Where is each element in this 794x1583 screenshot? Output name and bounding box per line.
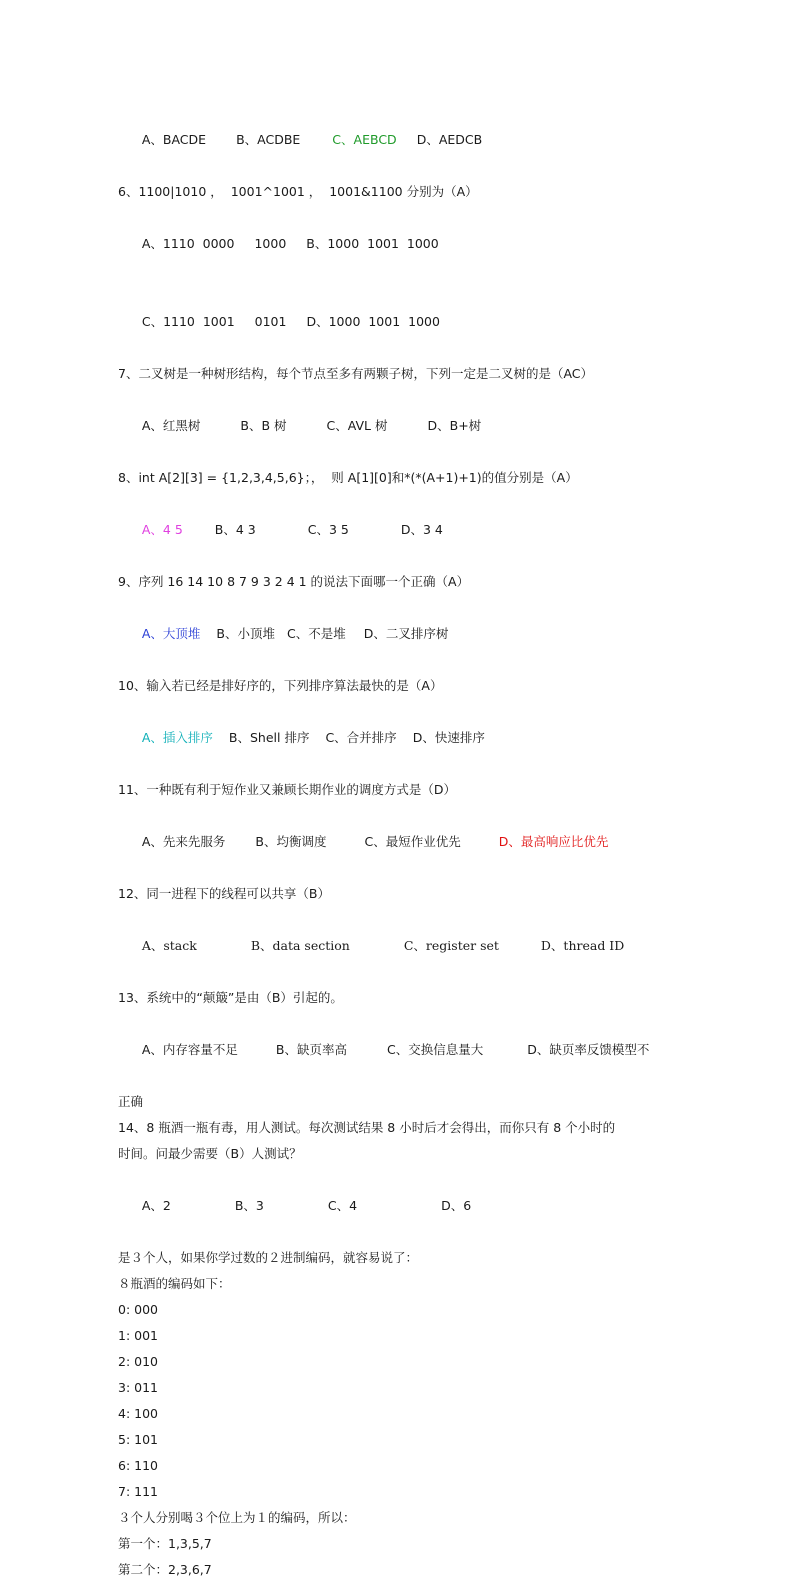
question-7: 7、二叉树是一种树形结构，每个节点至多有两颗子树，下列一定是二叉树的是（AC） bbox=[118, 366, 594, 381]
option-c: C、register set bbox=[403, 938, 499, 953]
option-b: B、ACDBE bbox=[236, 132, 301, 147]
code-line: 2: 010 bbox=[118, 1354, 158, 1369]
person-1-line: 第一个：1,3,5,7 bbox=[118, 1536, 212, 1551]
code-line: 7: 111 bbox=[118, 1484, 158, 1499]
code-line: 3: 011 bbox=[118, 1380, 158, 1395]
q9-options bbox=[118, 595, 688, 673]
q13-options bbox=[118, 1011, 688, 1089]
option-a-part2: 1000 bbox=[254, 236, 287, 251]
q6-options-cd bbox=[118, 283, 688, 361]
question-8: 8、int A[2][3] = {1,2,3,4,5,6}；， 则 A[1][0]和*(*(A+1)+1)的值分别是（A） bbox=[118, 470, 578, 485]
question-11: 11、一种既有利于短作业又兼顾长期作业的调度方式是（D） bbox=[118, 782, 457, 797]
option-c: C、合并排序 bbox=[325, 730, 397, 745]
q12-options bbox=[118, 907, 688, 985]
option-d: D、6 bbox=[441, 1198, 472, 1213]
option-c-correct: C、AEBCD bbox=[332, 132, 397, 147]
answer-explanation-2: ８瓶酒的编码如下： bbox=[118, 1276, 231, 1291]
q10-options bbox=[118, 699, 688, 777]
answer-explanation-1: 是３个人，如果你学过数的２进制编码，就容易说了： bbox=[118, 1250, 419, 1265]
document-content bbox=[118, 101, 688, 1583]
option-b: B、data section bbox=[250, 938, 350, 953]
option-b: B、3 bbox=[234, 1198, 264, 1213]
option-c: C、交换信息量大 bbox=[386, 1042, 484, 1057]
option-b: B、均衡调度 bbox=[255, 834, 327, 849]
person-2-line: 第二个：2,3,6,7 bbox=[118, 1562, 212, 1577]
question-14-continued: 时间。问最少需要（B）人测试？ bbox=[118, 1146, 302, 1161]
q6-options-ab bbox=[118, 205, 688, 283]
option-b: B、小顶堆 bbox=[216, 626, 275, 641]
option-c: C、AVL 树 bbox=[326, 418, 388, 433]
option-b: B、B 树 bbox=[240, 418, 287, 433]
option-c: C、4 bbox=[327, 1198, 358, 1213]
code-line: 0: 000 bbox=[118, 1302, 158, 1317]
option-b: B、4 3 bbox=[214, 522, 256, 537]
option-d: D、3 4 bbox=[400, 522, 443, 537]
code-line: 6: 110 bbox=[118, 1458, 158, 1473]
q7-options bbox=[118, 387, 688, 465]
option-d: D、缺页率反馈模型不 bbox=[527, 1042, 650, 1057]
question-12: 12、同一进程下的线程可以共享（B） bbox=[118, 886, 330, 901]
option-a: A、先来先服务 bbox=[141, 834, 226, 849]
option-a: A、内存容量不足 bbox=[141, 1042, 238, 1057]
option-a-correct: A、插入排序 bbox=[141, 730, 213, 745]
q14-options bbox=[118, 1167, 688, 1245]
option-a-correct: A、大顶堆 bbox=[141, 626, 201, 641]
option-b: B、Shell 排序 bbox=[228, 730, 310, 745]
option-a: A、BACDE bbox=[141, 132, 207, 147]
option-a-correct: A、4 5 bbox=[141, 522, 183, 537]
option-d: D、B+树 bbox=[427, 418, 482, 433]
q11-options bbox=[118, 803, 688, 881]
question-14: 14、8 瓶酒一瓶有毒，用人测试。每次测试结果 8 小时后才会得出，而你只有 8 个小时的 bbox=[118, 1120, 616, 1135]
code-line: 4: 100 bbox=[118, 1406, 158, 1421]
option-d-correct: D、最高响应比优先 bbox=[498, 834, 609, 849]
answer-explanation-3: ３个人分别喝３个位上为１的编码，所以： bbox=[118, 1510, 356, 1525]
option-c: C、3 5 bbox=[307, 522, 349, 537]
question-9: 9、序列 16 14 10 8 7 9 3 2 4 1 的说法下面哪一个正确（A） bbox=[118, 574, 470, 589]
option-b: B、1000 1001 1000 bbox=[306, 236, 439, 251]
option-a: A、2 bbox=[141, 1198, 171, 1213]
option-c: C、1110 1001 bbox=[141, 314, 235, 329]
option-c-part2: 0101 bbox=[254, 314, 287, 329]
option-c: C、不是堆 bbox=[286, 626, 346, 641]
question-6: 6、1100|1010 ， 1001^1001 ， 1001&1100 分别为（A） bbox=[118, 184, 478, 199]
code-line: 1: 001 bbox=[118, 1328, 158, 1343]
q8-options bbox=[118, 491, 688, 569]
option-d: D、AEDCB bbox=[416, 132, 483, 147]
option-d: D、快速排序 bbox=[412, 730, 485, 745]
option-d: D、二叉排序树 bbox=[363, 626, 449, 641]
option-d: D、thread ID bbox=[540, 938, 625, 953]
q5-options bbox=[118, 101, 688, 179]
question-13: 13、系统中的“颠簸”是由（B）引起的。 bbox=[118, 990, 343, 1005]
option-d: D、1000 1001 1000 bbox=[306, 314, 440, 329]
q13-options-continued: 正确 bbox=[118, 1094, 144, 1109]
code-line: 5: 101 bbox=[118, 1432, 158, 1447]
question-10: 10、输入若已经是排好序的，下列排序算法最快的是（A） bbox=[118, 678, 443, 693]
option-a: A、红黑树 bbox=[141, 418, 201, 433]
option-b: B、缺页率高 bbox=[275, 1042, 347, 1057]
option-a: A、stack bbox=[141, 938, 197, 953]
option-c: C、最短作业优先 bbox=[364, 834, 461, 849]
option-a: A、1110 0000 bbox=[141, 236, 235, 251]
